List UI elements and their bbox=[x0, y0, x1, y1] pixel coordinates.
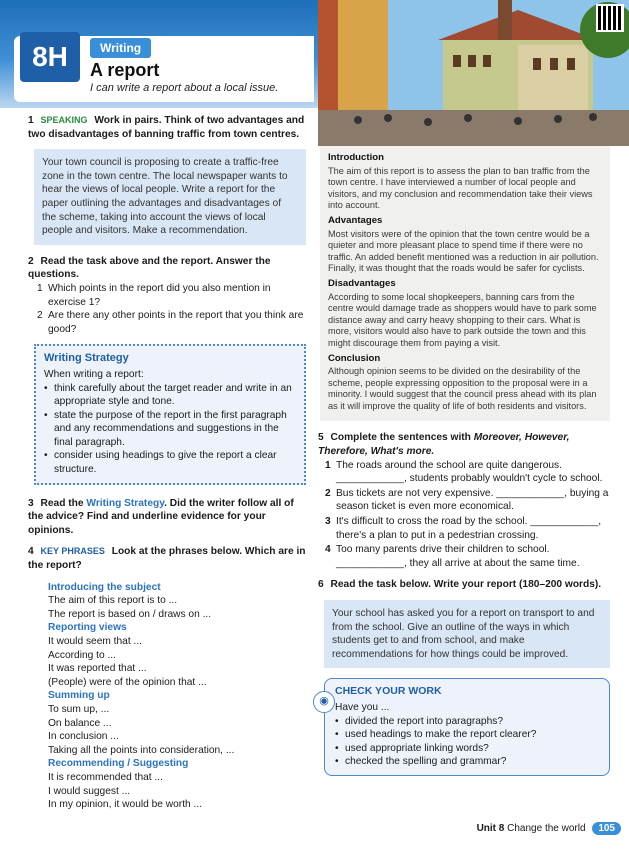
phrase-item: To sum up, ... bbox=[48, 703, 110, 715]
check-item: • checked the spelling and grammar? bbox=[335, 755, 599, 769]
phrase-item: The aim of this report is to ... bbox=[48, 595, 178, 607]
report-heading: Disadvantages bbox=[328, 277, 396, 289]
sentence-number: 3 bbox=[325, 516, 331, 528]
phrase-category: Introducing the subject bbox=[48, 581, 161, 593]
check-item: • divided the report into paragraphs? bbox=[335, 715, 599, 729]
phrase-item: It is recommended that ... bbox=[48, 771, 163, 783]
question-3 bbox=[28, 497, 306, 538]
speaking-label: SPEAKING bbox=[40, 115, 88, 125]
key-phrases-label: KEY PHRASES bbox=[40, 546, 105, 557]
question-text: Read the task below. Write your report (180–200 words). bbox=[330, 579, 602, 591]
question-2 bbox=[28, 255, 306, 337]
strategy-link[interactable]: Writing Strategy bbox=[86, 497, 165, 509]
strategy-title: Writing Strategy bbox=[44, 352, 129, 365]
report-heading: Conclusion bbox=[328, 352, 381, 364]
question-number: 6 bbox=[318, 579, 324, 591]
phrase-category: Recommending / Suggesting bbox=[48, 758, 189, 770]
right-exercises bbox=[318, 431, 610, 775]
report-paragraph: Although opinion seems to be divided on the desirability of the scheme, people expressing opposition to the proposal were in a minority. I would suggest that the council press ahead with its plan as it will improve the quality of life of both residents and visitors. bbox=[328, 366, 597, 411]
check-intro: Have you ... bbox=[335, 701, 390, 713]
sentence-number: 2 bbox=[325, 487, 331, 499]
qr-code[interactable] bbox=[596, 4, 624, 32]
sentence-item bbox=[325, 487, 610, 514]
question-number: 5 bbox=[318, 432, 324, 444]
footer-unit-title: Change the world bbox=[507, 823, 586, 834]
report-paragraph: The aim of this report is to assess the plan to ban traffic from the town centre. I have interviewed a number of local people and visitors, and my conclusion and recommendation take their views into account. bbox=[328, 165, 593, 211]
check-your-work-box bbox=[319, 678, 610, 776]
page-subtitle: I can write a report about a local issue. bbox=[90, 82, 279, 94]
subquestion-text: Are there any other points in the report that you think are good? bbox=[48, 310, 304, 335]
strategy-intro: When writing a report: bbox=[44, 368, 144, 380]
page-footer bbox=[477, 822, 621, 835]
question-6 bbox=[318, 578, 610, 592]
question-text: Work in pairs. Think of two advantages and two disadvantages of banning traffic from town centres. bbox=[28, 115, 305, 140]
sentence-text: The roads around the school are quite dangerous. ____________, students probably wouldn't cycle to school. bbox=[336, 459, 603, 485]
question-number: 1 bbox=[28, 115, 34, 126]
sentence-number: 1 bbox=[325, 459, 331, 471]
question-number: 3 bbox=[28, 497, 34, 509]
linking-words: Moreover, However, Therefore, What's more. bbox=[318, 432, 570, 458]
phrase-item: On balance ... bbox=[48, 717, 112, 729]
subquestion bbox=[37, 309, 306, 336]
task-box-6: Your school has asked you for a report on transport to and from the school. Give an outline of the ways in which students get to and from school, and make recommendations for how things could be improved. bbox=[324, 600, 610, 668]
strategy-item: • state the purpose of the report in the first paragraph and any recommendations and suggestions in the final paragraph. bbox=[44, 409, 296, 450]
report-heading: Introduction bbox=[328, 152, 384, 163]
right-column bbox=[318, 146, 610, 776]
unit-badge: 8H bbox=[20, 32, 80, 82]
question-number: 2 bbox=[28, 255, 34, 267]
phrase-item: In my opinion, it would be worth ... bbox=[48, 799, 203, 811]
question-1 bbox=[28, 114, 306, 141]
question-text: . Did the writer follow all of the advice? Find and underline evidence for your opinions. bbox=[28, 497, 294, 536]
page-title: A report bbox=[90, 60, 160, 80]
check-title: CHECK YOUR WORK bbox=[335, 685, 442, 698]
phrase-item: It would seem that ... bbox=[48, 636, 142, 647]
sentence-item bbox=[325, 459, 610, 486]
phrase-item: I would suggest ... bbox=[48, 785, 131, 797]
phrase-item: It was reported that ... bbox=[48, 663, 147, 675]
question-text: Complete the sentences with bbox=[330, 432, 471, 444]
footer-unit: Unit 8 bbox=[476, 823, 505, 834]
left-column bbox=[28, 114, 306, 812]
subquestion bbox=[37, 282, 306, 309]
question-5 bbox=[318, 431, 610, 570]
sentence-number: 4 bbox=[325, 544, 331, 556]
phrase-item: In conclusion ... bbox=[48, 731, 119, 743]
subquestion-number: 2 bbox=[37, 310, 43, 322]
report-heading: Advantages bbox=[328, 214, 383, 226]
phrase-category: Reporting views bbox=[48, 622, 127, 634]
phrase-category: Summing up bbox=[48, 690, 110, 702]
check-item: • used appropriate linking words? bbox=[335, 742, 599, 756]
report-paragraph: Most visitors were of the opinion that the town centre would be a quieter and more pleasant place to spend time if there were no traffic. An added benefit mentioned was a reduction in air pollution. Finally, it was thought that the roads would be safer for cyclists. bbox=[328, 228, 599, 274]
phrase-item: According to ... bbox=[48, 649, 116, 661]
model-report bbox=[320, 146, 610, 421]
phrase-item: (People) were of the opinion that ... bbox=[48, 676, 207, 688]
strategy-item: • consider using headings to give the report a clear structure. bbox=[44, 449, 296, 476]
page-number: 105 bbox=[592, 822, 621, 835]
phrase-item: The report is based on / draws on ... bbox=[48, 608, 212, 620]
phrase-item: Taking all the points into consideration, ... bbox=[48, 744, 235, 756]
sentence-text: Too many parents drive their children to school. ____________, they all arrive at about the same time. bbox=[336, 544, 580, 569]
sentence-text: Bus tickets are not very expensive. ____________, buying a season ticket is even more economical. bbox=[336, 487, 609, 513]
check-item: • used headings to make the report clearer? bbox=[335, 728, 599, 742]
question-number: 4 bbox=[28, 546, 34, 558]
eye-icon: ◉ bbox=[313, 691, 335, 713]
question-text: Read the bbox=[40, 497, 84, 509]
report-paragraph: According to some local shopkeepers, banning cars from the centre would damage trade as shoppers would have to park some distance away and carry heavy shopping to their cars. What is more, visitors would also have to park outside the town and this might discourage them from paying a visit. bbox=[328, 291, 597, 348]
town-photo bbox=[318, 0, 629, 146]
question-text: Read the task above and the report. Answer the questions. bbox=[28, 255, 271, 281]
subquestion-number: 1 bbox=[37, 282, 43, 294]
key-phrases-list bbox=[48, 581, 306, 812]
sentence-item bbox=[325, 543, 610, 570]
strategy-item: • think carefully about the target reader and write in an appropriate style and tone. bbox=[44, 382, 296, 409]
section-tab: Writing bbox=[90, 38, 151, 58]
task-box-1: Your town council is proposing to create a traffic-free zone in the town centre. The local newspaper wants to hear the views of local people. Write a report for the paper outlining the advantages and disadvantages of the scheme, taking into account the views of local people and visitors. Make a recommendation. bbox=[34, 149, 306, 245]
writing-strategy-box bbox=[34, 344, 306, 484]
question-4 bbox=[28, 545, 306, 572]
subquestion-text: Which points in the report did you also mention in exercise 1? bbox=[48, 282, 271, 308]
sentence-text: It's difficult to cross the road by the school. ____________, there's a plan to put in a pedestrian crossing. bbox=[336, 516, 602, 541]
sentence-item bbox=[325, 515, 610, 542]
question-text: Look at the phrases below. Which are in the report? bbox=[28, 546, 306, 572]
